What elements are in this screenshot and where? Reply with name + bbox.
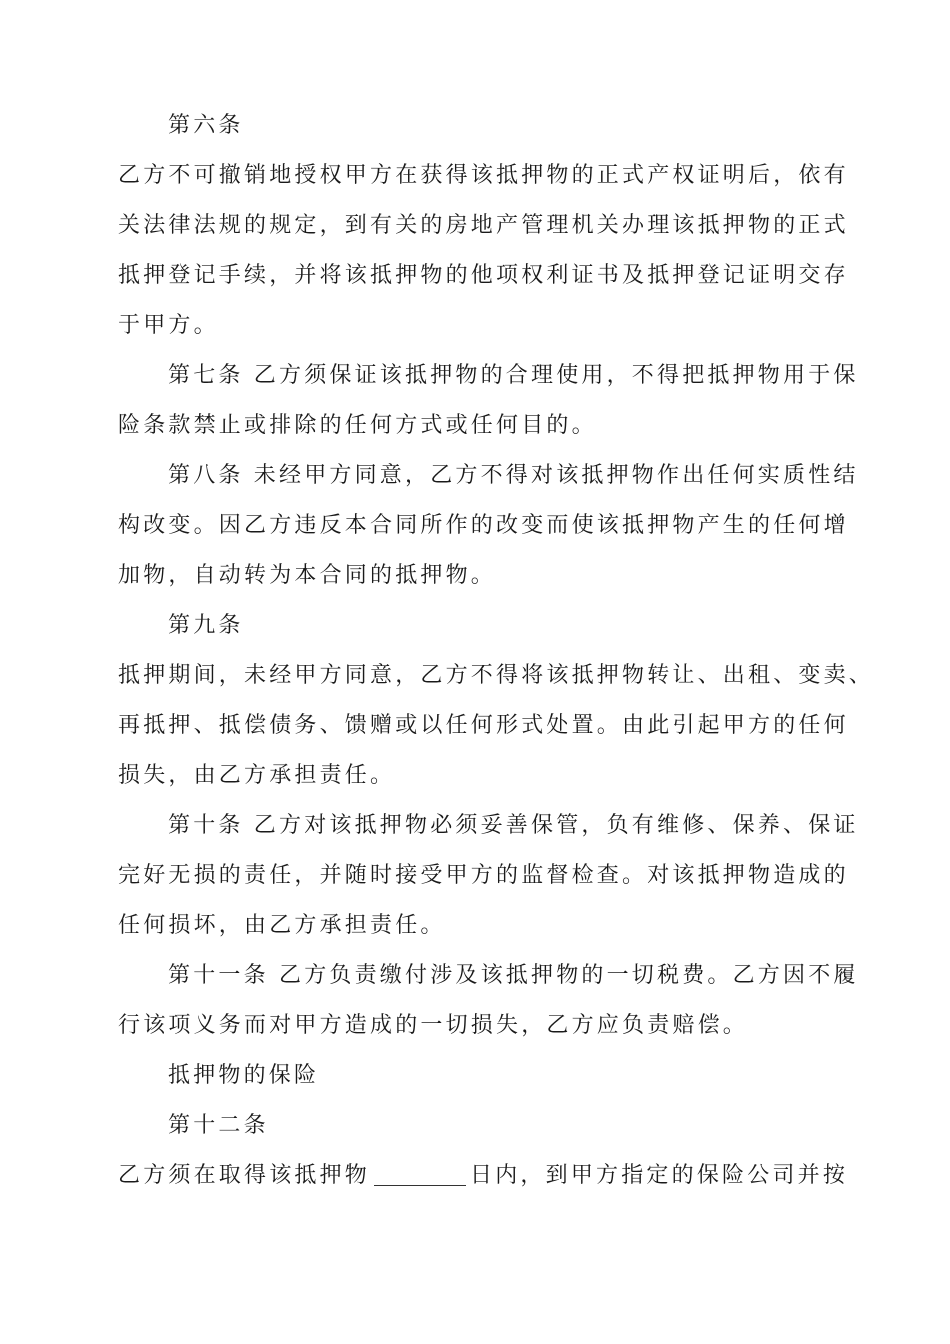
article-10-line: 第十条 乙方对该抵押物必须妥善保管，负有维修、保养、保证 — [168, 813, 859, 838]
paragraph-line: 损失，由乙方承担责任。 — [118, 763, 396, 788]
paragraph-line: 任何损坏，由乙方承担责任。 — [118, 913, 446, 938]
article-heading-6: 第六条 — [168, 113, 244, 138]
article-heading-12: 第十二条 — [168, 1113, 269, 1138]
paragraph-line: 关法律法规的规定，到有关的房地产管理机关办理该抵押物的正式 — [118, 213, 849, 238]
article-11-line: 第十一条 乙方负责缴付涉及该抵押物的一切税费。乙方因不履 — [168, 963, 859, 988]
paragraph-text-before-blank: 乙方须在取得该抵押物 — [118, 1163, 371, 1188]
paragraph-line: 加物，自动转为本合同的抵押物。 — [118, 563, 497, 588]
paragraph-line: 险条款禁止或排除的任何方式或任何目的。 — [118, 413, 597, 438]
paragraph-line: 抵押期间，未经甲方同意，乙方不得将该抵押物转让、出租、变卖、 — [118, 663, 875, 688]
paragraph-line: 于甲方。 — [118, 313, 219, 338]
paragraph-line: 乙方不可撤销地授权甲方在获得该抵押物的正式产权证明后，依有 — [118, 163, 849, 188]
paragraph-line: 再抵押、抵偿债务、馈赠或以任何形式处置。由此引起甲方的任何 — [118, 713, 849, 738]
paragraph-line: 行该项义务而对甲方造成的一切损失，乙方应负责赔偿。 — [118, 1013, 749, 1038]
paragraph-line: 构改变。因乙方违反本合同所作的改变而使该抵押物产生的任何增 — [118, 513, 849, 538]
article-7-line: 第七条 乙方须保证该抵押物的合理使用，不得把抵押物用于保 — [168, 363, 859, 388]
paragraph-line: 抵押登记手续，并将该抵押物的他项权利证书及抵押登记证明交存 — [118, 263, 849, 288]
paragraph-line: 完好无损的责任，并随时接受甲方的监督检查。对该抵押物造成的 — [118, 863, 849, 888]
article-8-line: 第八条 未经甲方同意，乙方不得对该抵押物作出任何实质性结 — [168, 463, 859, 488]
article-heading-9: 第九条 — [168, 613, 244, 638]
fill-in-blank[interactable] — [374, 1163, 466, 1186]
paragraph-text-after-blank: 日内，到甲方指定的保险公司并按 — [470, 1163, 849, 1188]
section-heading-insurance: 抵押物的保险 — [168, 1063, 320, 1088]
paragraph-line-with-blank — [118, 1156, 849, 1196]
